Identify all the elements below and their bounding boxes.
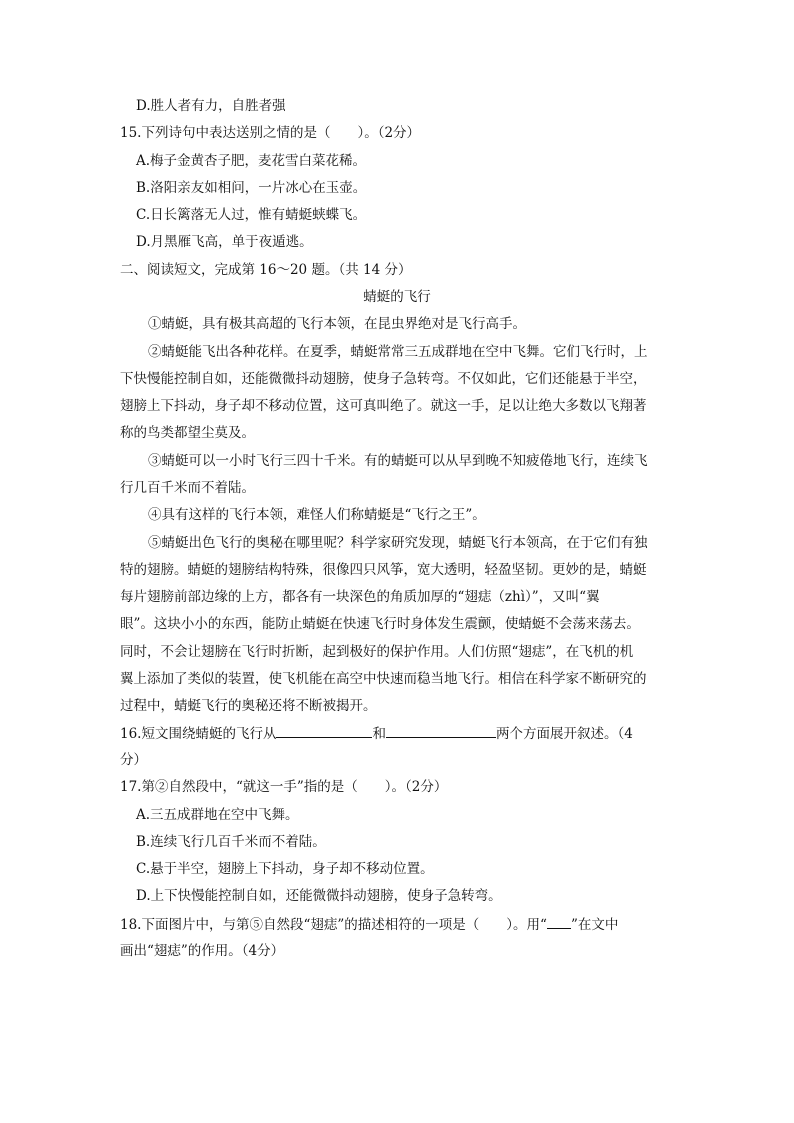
question-16-text-2: 和: [372, 726, 386, 742]
passage-paragraph-2-line-2: 下快慢能控制自如，还能微微抖动翅膀，使身子急转弯。不仅如此，它们还能悬于半空，: [120, 371, 647, 387]
passage-paragraph-3-line-1: ③蜻蜓可以一小时飞行三四十千米。有的蜻蜓可以从早到晚不知疲倦地飞行，连续飞: [148, 453, 648, 469]
passage-paragraph-5-line-5: 同时，不会让翅膀在飞行时折断，起到极好的保护作用。人们仿照“翅痣”，在飞机的机: [120, 644, 634, 660]
question-17-option-c: C.悬于半空，翅膀上下抖动，身子却不移动位置。: [136, 861, 434, 877]
question-17-stem: 17.第②自然段中，“就这一手”指的是（ ）。（2分）: [120, 779, 448, 795]
question-15-option-b: B.洛阳亲友如相问，一片冰心在玉壶。: [136, 180, 367, 196]
question-16-line-2: 分）: [120, 752, 147, 768]
question-18-text-1: 18.下面图片中，与第⑤自然段“翅痣”的描述相符的一项是（ ）。用“: [120, 917, 547, 933]
question-15-stem: 15.下列诗句中表达送别之情的是（ ）。（2分）: [120, 125, 421, 141]
question-15-option-a: A.梅子金黄杏子肥，麦花雪白菜花稀。: [136, 153, 367, 169]
answer-blank-1[interactable]: [276, 723, 372, 738]
passage-title: 蜻蜓的飞行: [363, 289, 431, 305]
question-16: [120, 723, 633, 744]
question-16-text-1: 16.短文围绕蜻蜓的飞行从: [120, 726, 277, 742]
answer-blank-2[interactable]: [386, 723, 496, 738]
passage-paragraph-3-line-2: 行几百千米而不着陆。: [120, 480, 255, 496]
question-15-option-d: D.月黑雁飞高，单于夜遁逃。: [136, 234, 313, 250]
passage-paragraph-2-line-4: 称的鸟类都望尘莫及。: [120, 425, 255, 441]
passage-paragraph-5-line-6: 翼上添加了类似的装置，使飞机能在高空中快速而稳当地飞行。相信在科学家不断研究的: [120, 671, 647, 687]
underline-sample: [547, 914, 571, 929]
question-17-option-d: D.上下快慢能控制自如，还能微微抖动翅膀，使身子急转弯。: [136, 888, 502, 904]
question-18-line-2: 画出“翅痣”的作用。（4分）: [120, 943, 285, 959]
question-14-option-d: D.胜人者有力，自胜者强: [136, 98, 286, 114]
question-16-text-3: 两个方面展开叙述。（4: [495, 726, 633, 742]
question-15-option-c: C.日长篱落无人过，惟有蜻蜓蛱蝶飞。: [136, 207, 367, 223]
passage-paragraph-5-line-1: ⑤蜻蜓出色飞行的奥秘在哪里呢？科学家研究发现，蜻蜓飞行本领高，在于它们有独: [148, 535, 648, 551]
question-17-option-a: A.三五成群地在空中飞舞。: [136, 807, 299, 823]
passage-paragraph-5-line-4: 眼”。这块小小的东西，能防止蜻蜓在快速飞行时身体发生震颤，使蜻蜓不会荡来荡去。: [120, 616, 640, 632]
passage-paragraph-4: ④具有这样的飞行本领，难怪人们称蜻蜓是“飞行之王”。: [148, 507, 486, 523]
question-18-text-2: ”在文中: [570, 917, 619, 933]
passage-paragraph-2-line-3: 翅膀上下抖动，身子却不移动位置，这可真叫绝了。就这一手，足以让绝大多数以飞翔著: [120, 398, 647, 414]
passage-paragraph-5-line-2: 特的翅膀。蜻蜓的翅膀结构特殊，很像四只风筝，宽大透明，轻盈坚韧。更妙的是，蜻蜓: [120, 562, 647, 578]
passage-paragraph-2-line-1: ②蜻蜓能飞出各种花样。在夏季，蜻蜓常常三五成群地在空中飞舞。它们飞行时，上: [148, 344, 648, 360]
question-17-option-b: B.连续飞行几百千米而不着陆。: [136, 834, 326, 850]
passage-paragraph-1: ①蜻蜓，具有极其高超的飞行本领，在昆虫界绝对是飞行高手。: [148, 316, 526, 332]
passage-paragraph-5-line-7: 过程中，蜻蜓飞行的奥秘还将不断被揭开。: [120, 698, 377, 714]
section-2-heading: 二、阅读短文，完成第 16～20 题。（共 14 分）: [120, 262, 412, 278]
question-18: [120, 914, 618, 935]
passage-paragraph-5-line-3: 每片翅膀前部边缘的上方，都各有一块深色的角质加厚的“翅痣（zhì）”，又叫“翼: [120, 589, 600, 605]
